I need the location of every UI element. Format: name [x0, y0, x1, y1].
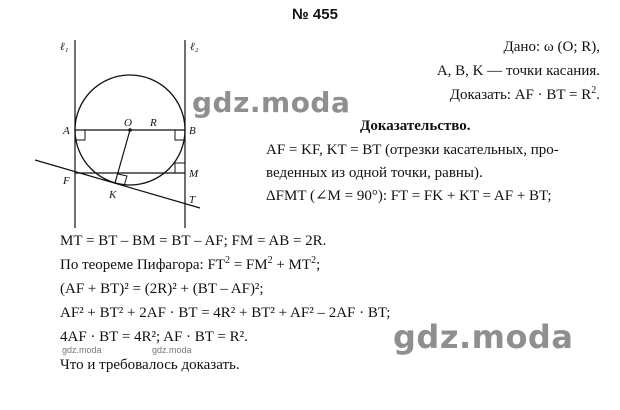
label-t: T: [189, 194, 196, 206]
geometry-figure: [0, 0, 250, 240]
given-line-1: Дано: ω (O; R),: [503, 39, 600, 55]
proof-line-1: AF = KF, KT = BT (отрезки касательных, про-: [266, 142, 559, 158]
label-r: R: [150, 117, 157, 129]
proof-heading: Доказательство.: [360, 118, 471, 134]
label-a: A: [63, 125, 70, 137]
right-angle-b: [175, 130, 185, 140]
label-m: M: [189, 168, 199, 180]
watermark-small-1: gdz.moda: [62, 345, 102, 355]
problem-number: № 455: [292, 6, 338, 23]
label-o: O: [124, 117, 132, 129]
right-angle-m: [175, 163, 185, 173]
right-angle-a: [75, 130, 85, 140]
body-line-6: Что и требовалось доказать.: [60, 357, 240, 373]
label-l2: ℓ₂: [190, 41, 199, 53]
body-line-3: (AF + BT)² = (2R)² + (BT – AF)²;: [60, 281, 264, 297]
proof-line-3: ΔFMT (∠M = 90°): FT = FK + KT = AF + BT;: [266, 188, 552, 204]
proof-line-2: веденных из одной точки, равны).: [266, 165, 483, 181]
body-line-2: По теореме Пифагора: $FT^2 = FM^2 + MT^2$;: [60, 255, 321, 273]
watermark-top: gdz.moda: [192, 86, 351, 119]
label-k: K: [109, 189, 117, 201]
watermark-bottom: gdz.moda: [393, 318, 574, 356]
body-line-5: 4AF · BT = 4R²; AF · BT = R².: [60, 329, 248, 345]
label-f: F: [63, 175, 70, 187]
body-line-1: MT = BT – BM = BT – AF; FM = AB = 2R.: [60, 233, 327, 249]
body-line-4: AF² + BT² + 2AF · BT = 4R² + BT² + AF² – 2AF · BT;: [60, 305, 391, 321]
label-l1: ℓ₁: [60, 41, 69, 53]
given-line-2: A, B, K — точки касания.: [436, 63, 600, 79]
label-b: B: [189, 125, 196, 137]
watermark-small-2: gdz.moda: [152, 345, 192, 355]
to-prove-line: Доказать: AF · BT = $R^2$.: [449, 85, 600, 103]
